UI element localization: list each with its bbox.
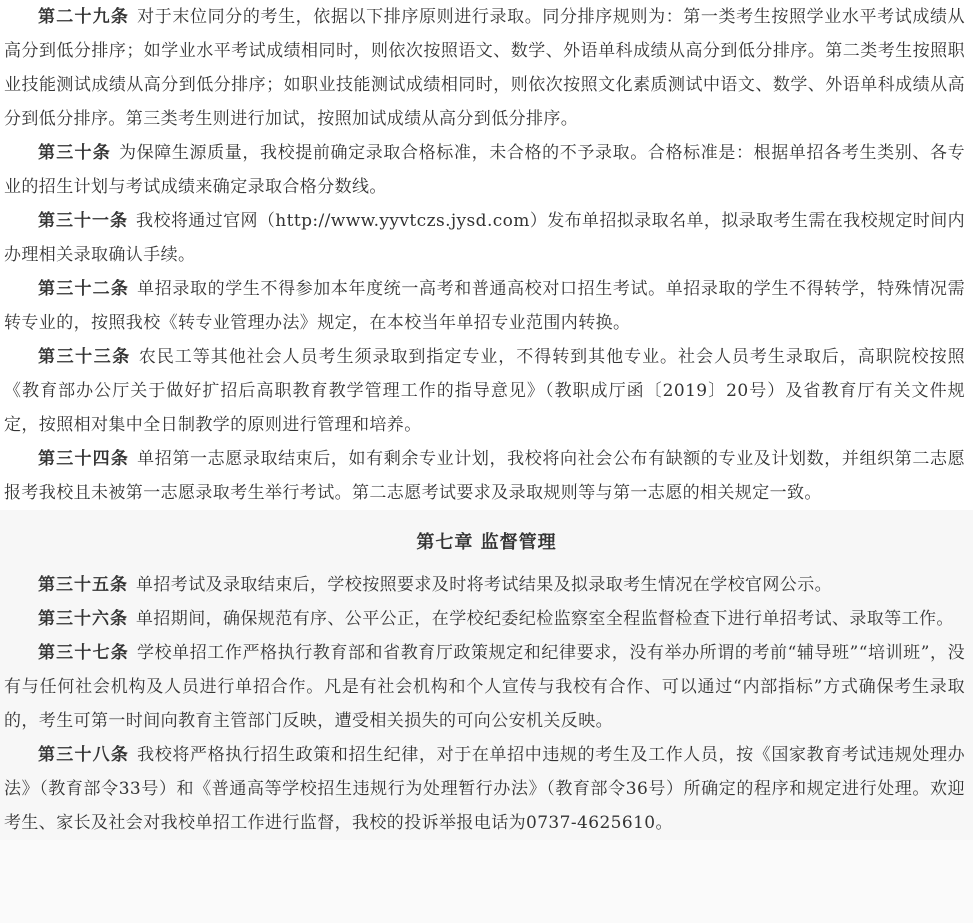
- article-text: 对于末位同分的考生，依据以下排序原则进行录取。同分排序规则为：第一类考生按照学业水平考试成绩从高分到低分排序；如学业水平考试成绩相同时，则依次按照语文、数学、外语单科成绩从高分到低分排序。第二类考生按照职业技能测试成绩从高分到低分排序；如职业技能测试成绩相同时，则依次按照文化素质测试中语文、数学、外语单科成绩从高分到低分排序。第三类考生则进行加试，按照加试成绩从高分到低分排序。: [4, 7, 965, 129]
- article-label: 第三十八条: [38, 745, 130, 765]
- article-label: 第三十三条: [38, 347, 131, 367]
- article-label: 第三十六条: [38, 609, 128, 629]
- article-label: 第三十四条: [38, 449, 130, 469]
- article-35: [0, 568, 973, 602]
- article-label: 第三十七条: [38, 643, 129, 663]
- article-label: 第三十二条: [38, 279, 130, 299]
- article-text: 为保障生源质量，我校提前确定录取合格标准，未合格的不予录取。合格标准是：根据单招各考生类别、各专业的招生计划与考试成绩来确定录取合格分数线。: [4, 143, 966, 197]
- article-text: 单招第一志愿录取结束后，如有剩余专业计划，我校将向社会公布有缺额的专业及计划数，并组织第二志愿报考我校且未被第一志愿录取考生举行考试。第二志愿考试要求及录取规则等与第一志愿的相关规定一致。: [4, 449, 965, 503]
- chapter-title: 第七章 监督管理: [416, 532, 557, 553]
- article-label: 第三十条: [38, 143, 111, 163]
- article-33: [0, 340, 973, 442]
- article-32: [0, 272, 973, 340]
- lower-section: [0, 510, 973, 840]
- article-37: [0, 636, 973, 738]
- article-text: 单招考试及录取结束后，学校按照要求及时将考试结果及拟录取考生情况在学校官网公示。: [136, 575, 832, 595]
- article-text: 单招录取的学生不得参加本年度统一高考和普通高校对口招生考试。单招录取的学生不得转学，特殊情况需转专业的，按照我校《转专业管理办法》规定，在本校当年单招专业范围内转换。: [4, 279, 965, 333]
- article-36: [0, 602, 973, 636]
- article-text: 我校将通过官网（http://www.yyvtczs.jysd.com）发布单招拟录取名单，拟录取考生需在我校规定时间内办理相关录取确认手续。: [4, 211, 966, 265]
- article-text: 学校单招工作严格执行教育部和省教育厅政策规定和纪律要求，没有举办所谓的考前“辅导班”“培训班”，没有与任何社会机构及人员进行单招合作。凡是有社会机构和个人宣传与我校有合作、可以通过“内部指标”方式确保考生录取的，考生可第一时间向教育主管部门反映，遭受相关损失的可向公安机关反映。: [4, 643, 965, 731]
- article-label: 第三十五条: [38, 575, 128, 595]
- article-31: [0, 204, 973, 272]
- article-38: [0, 738, 973, 840]
- article-30: [0, 136, 973, 204]
- article-label: 第二十九条: [38, 7, 130, 27]
- article-label: 第三十一条: [38, 211, 129, 231]
- article-34: [0, 442, 973, 510]
- article-29: [0, 0, 973, 136]
- article-text: 农民工等其他社会人员考生须录取到指定专业，不得转到其他专业。社会人员考生录取后，高职院校按照《教育部办公厅关于做好扩招后高职教育教学管理工作的指导意见》（教职成厅函〔2019〕20号）及省教育厅有关文件规定，按照相对集中全日制教学的原则进行管理和培养。: [4, 347, 965, 435]
- article-text: 我校将严格执行招生政策和招生纪律，对于在单招中违规的考生及工作人员，按《国家教育考试违规处理办法》（教育部令33号）和《普通高等学校招生违规行为处理暂行办法》（教育部令36号）所确定的程序和规定进行处理。欢迎考生、家长及社会对我校单招工作进行监督，我校的投诉举报电话为0737-4625610。: [4, 745, 965, 833]
- article-text: 单招期间，确保规范有序、公平公正，在学校纪委纪检监察室全程监督检查下进行单招考试、录取等工作。: [136, 609, 954, 629]
